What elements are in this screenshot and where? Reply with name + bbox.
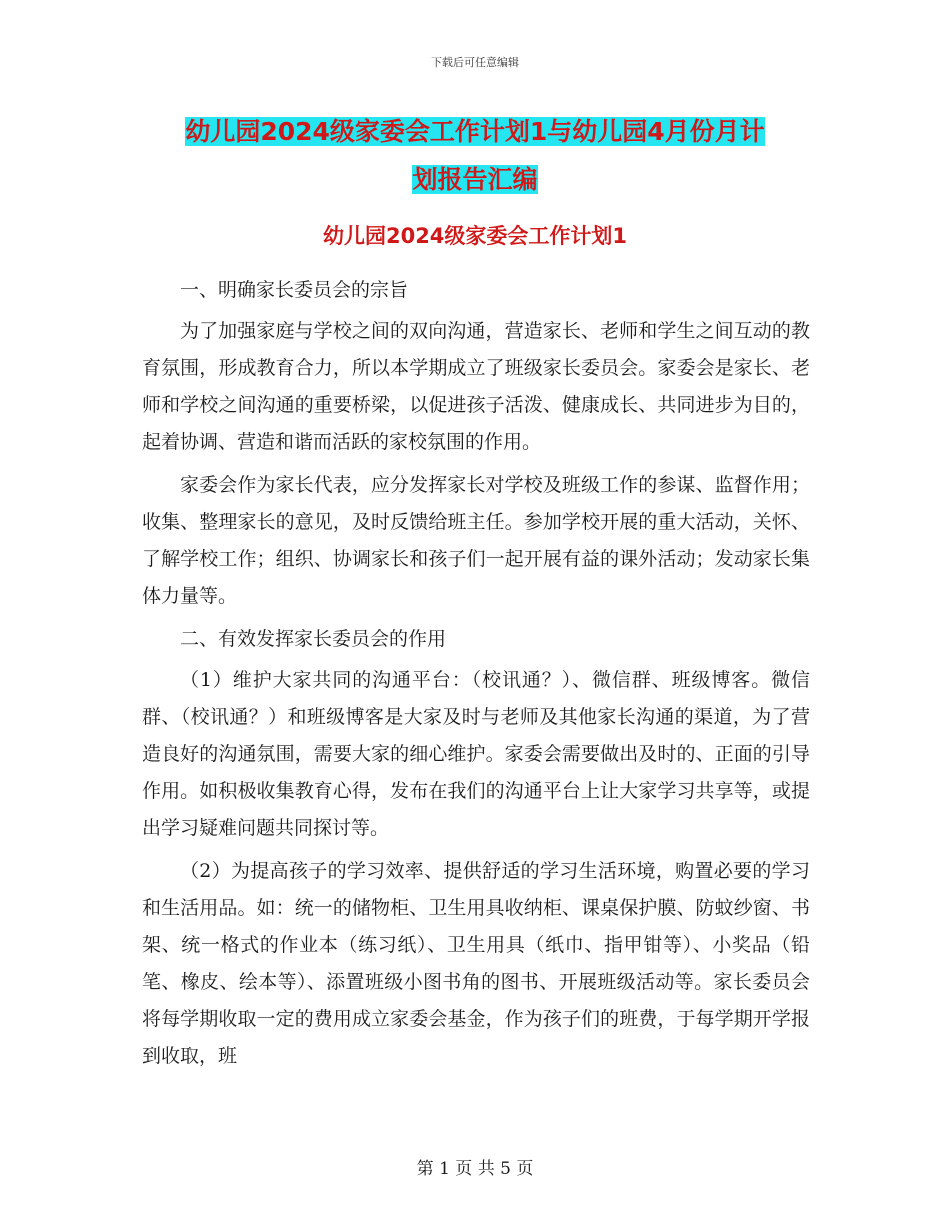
paragraph: 家委会作为家长代表，应分发挥家长对学校及班级工作的参谋、监督作用；收集、整理家长的意见，及时反馈给班主任。参加学校开展的重大活动，关怀、了解学校工作；组织、协调家长和孩子们一起开展有益的课外活动；发动家长集体力量等。 [142, 474, 810, 607]
page-footer: 第 1 页 共 5 页 [416, 1159, 534, 1179]
document-title [140, 108, 810, 204]
document-title-line-1: 幼儿园2024级家委会工作计划1与幼儿园4月份月计 [185, 117, 765, 146]
document-body [142, 272, 810, 1081]
section-title: 幼儿园2024级家委会工作计划1 [322, 224, 628, 248]
header-note: 下载后可任意编辑 [431, 56, 519, 69]
paragraph: 为了加强家庭与学校之间的双向沟通，营造家长、老师和学生之间互动的教育氛围，形成教育合力，所以本学期成立了班级家长委员会。家委会是家长、老师和学校之间沟通的重要桥梁，以促进孩子活泼、健康成长、共同进步为目的，起着协调、营造和谐而活跃的家校氛围的作用。 [142, 320, 810, 453]
paragraph-heading-1: 一、明确家长委员会的宗旨 [180, 279, 409, 301]
paragraph: （2）为提高孩子的学习效率、提供舒适的学习生活环境，购置必要的学习和生活用品。如：统一的储物柜、卫生用具收纳柜、课桌保护膜、防蚊纱窗、书架、统一格式的作业本（练习纸）、卫生用具（纸巾、指甲钳等）、小奖品（铅笔、橡皮、绘本等）、添置班级小图书角的图书、开展班级活动等。家长委员会将每学期收取一定的费用成立家委会基金，作为孩子们的班费，于每学期开学报到收取，班 [142, 860, 810, 1067]
paragraph: （1）维护大家共同的沟通平台：（校讯通？）、微信群、班级博客。微信群、（校讯通？）和班级博客是大家及时与老师及其他家长沟通的渠道，为了营造良好的沟通氛围，需要大家的细心维护。家委会需要做出及时的、正面的引导作用。如积极收集教育心得，发布在我们的沟通平台上让大家学习共享等，或提出学习疑难问题共同探讨等。 [142, 669, 810, 839]
document-title-line-2: 划报告汇编 [412, 165, 538, 194]
paragraph-heading-2: 二、有效发挥家长委员会的作用 [180, 628, 447, 650]
